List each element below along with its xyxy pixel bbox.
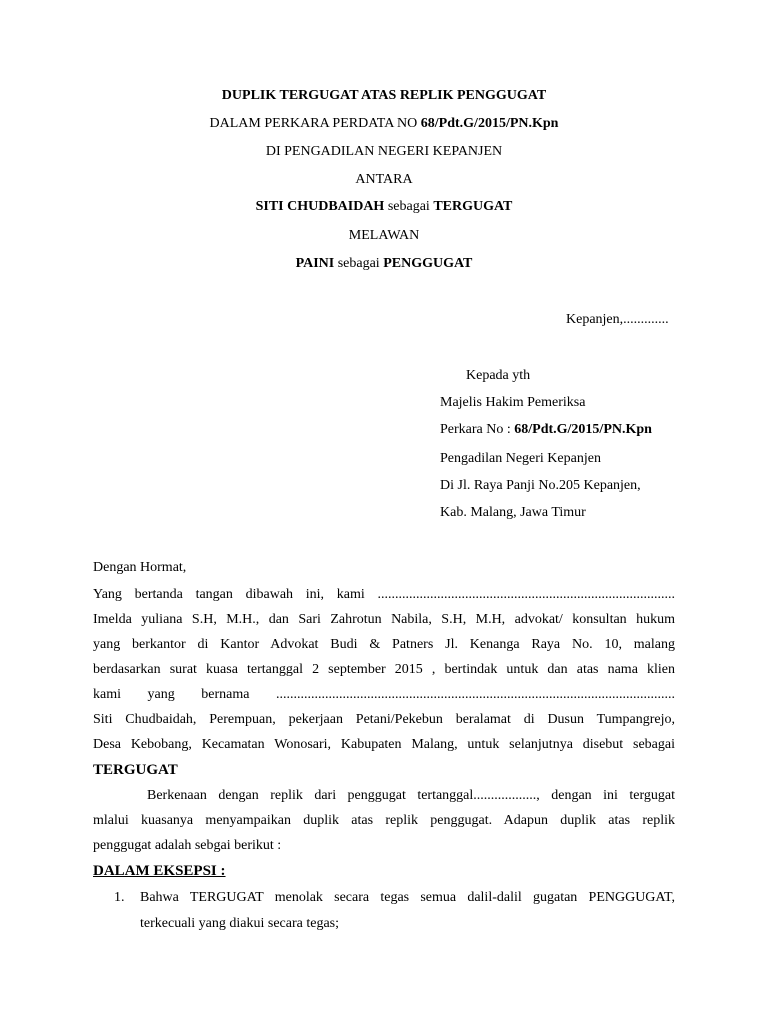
case-line [0,115,768,133]
party1-name: SITI CHUDBAIDAH [255,199,385,214]
party2-line [0,255,768,273]
list-item-line: Bahwa TERGUGAT menolak secara tegas semua dalil-dalil gugatan PENGGUGAT, [140,890,675,905]
addressee-to: Kepada yth [466,368,531,383]
party2-as: sebagai [334,256,384,271]
addressee-recipient: Majelis Hakim Pemeriksa [440,395,586,410]
defendant-label: TERGUGAT [93,762,178,778]
section-heading: DALAM EKSEPSI : [93,863,226,879]
court-line: DI PENGADILAN NEGERI KEPANJEN [265,144,503,159]
place-date: Kepanjen,............. [566,312,669,327]
paragraph-line: Berkenaan dengan replik dari penggugat tertanggal.................., dengan ini tergugat [147,788,675,803]
document-title: DUPLIK TERGUGAT ATAS REPLIK PENGGUGAT [221,88,547,103]
list-item-line: terkecuali yang diakui secara tegas; [140,916,340,931]
versus-line: MELAWAN [348,228,420,243]
addressee-case-label: Perkara No : [440,422,515,437]
party2-name: PAINI [295,256,335,271]
between-line: ANTARA [355,172,413,187]
intro-line: yang berkantor di Kantor Advokat Budi & Patners Jl. Kenanga Raya No. 10, malang [93,637,675,652]
intro-line: Imelda yuliana S.H, M.H., dan Sari Zahrotun Nabila, S.H, M.H, advokat/ konsultan hukum [93,612,675,627]
addressee-city: Kab. Malang, Jawa Timur [440,505,586,520]
addressee-street: Di Jl. Raya Panji No.205 Kepanjen, [440,478,641,493]
party1-line [0,198,768,216]
addressee-case-number: 68/Pdt.G/2015/PN.Kpn [514,422,652,437]
addressee-case-line [440,421,652,439]
intro-line: Desa Kebobang, Kecamatan Wonosari, Kabupaten Malang, untuk selanjutnya disebut sebagai [93,737,675,752]
intro-line: Siti Chudbaidah, Perempuan, pekerjaan Petani/Pekebun beralamat di Dusun Tumpangrejo, [93,712,675,727]
greeting: Dengan Hormat, [93,560,187,575]
intro-line: kami yang bernama .................................................................................................................. [93,687,675,702]
intro-line: berdasarkan surat kuasa tertanggal 2 september 2015 , bertindak untuk dan atas nama klien [93,662,675,677]
addressee-court: Pengadilan Negeri Kepanjen [440,451,601,466]
party1-role: TERGUGAT [433,199,513,214]
party1-as: sebagai [384,199,434,214]
list-item-number: 1. [114,890,125,905]
case-prefix: DALAM PERKARA PERDATA NO [209,116,421,131]
intro-line: Yang bertanda tangan dibawah ini, kami ..................................................................................... [93,587,675,602]
paragraph-line: penggugat adalah sebgai berikut : [93,838,282,853]
paragraph-line: mlalui kuasanya menyampaikan duplik atas replik penggugat. Adapun duplik atas replik [93,813,675,828]
case-number: 68/Pdt.G/2015/PN.Kpn [420,116,559,131]
party2-role: PENGGUGAT [383,256,473,271]
